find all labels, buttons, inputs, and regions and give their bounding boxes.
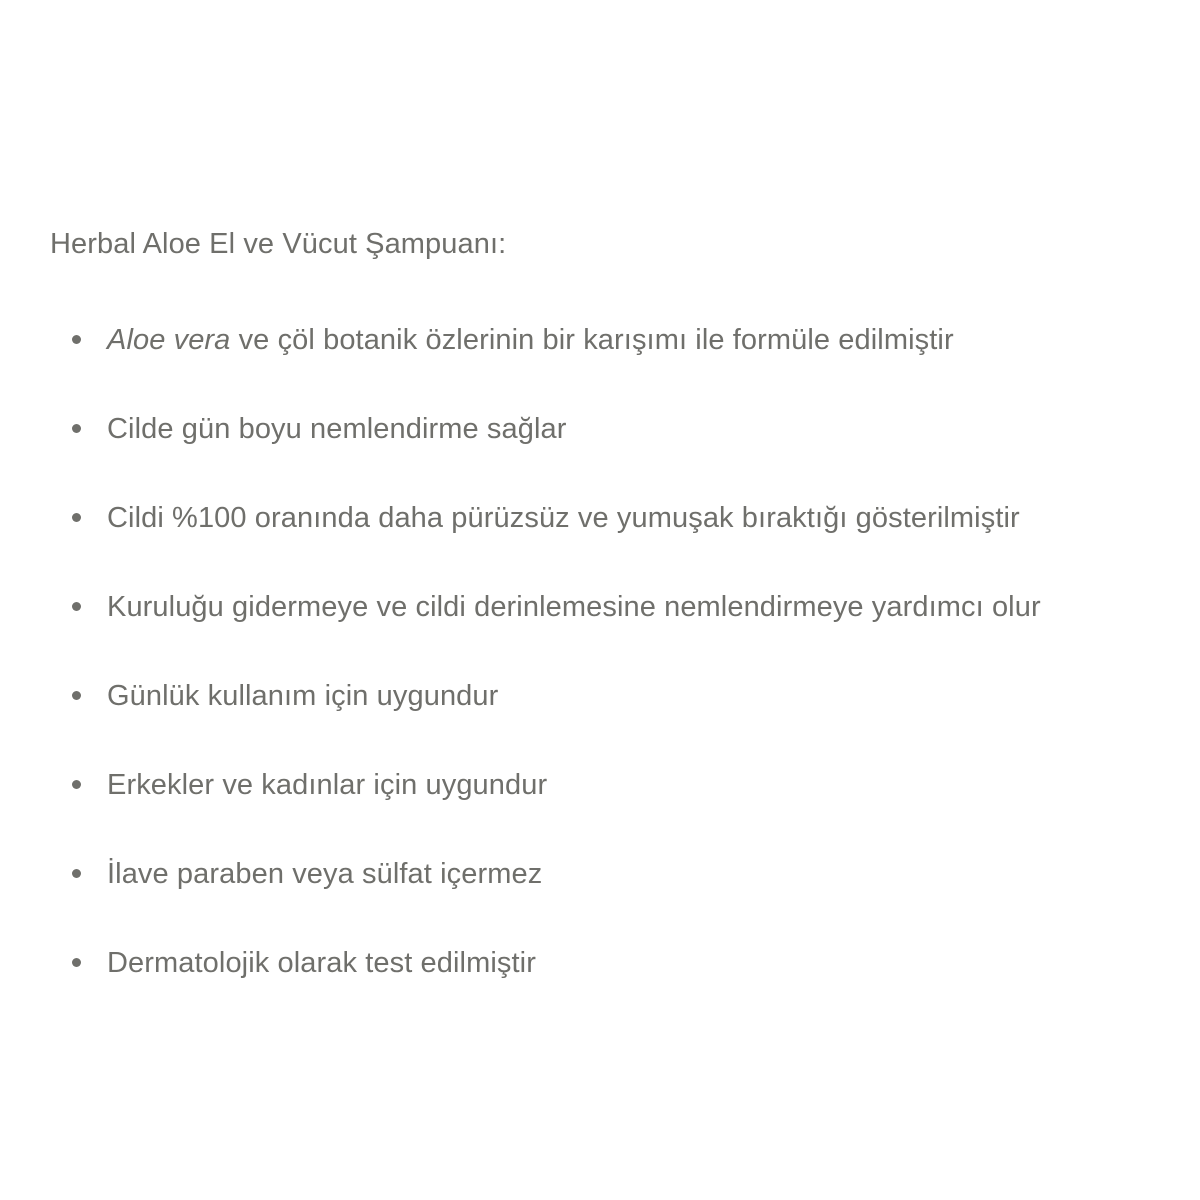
italic-term: Aloe vera [107, 324, 231, 356]
product-description [50, 222, 1160, 979]
list-item [50, 318, 1160, 362]
list-item-text: Cilde gün boyu nemlendirme sağlar [107, 413, 567, 445]
product-heading: Herbal Aloe El ve Vücut Şampuanı: [50, 228, 507, 260]
list-item-text: Cildi %100 oranında daha pürüzsüz ve yumuşak bıraktığı gösterilmiştir [107, 502, 1020, 534]
bullet-dot-icon [72, 335, 81, 344]
list-item [50, 585, 1160, 629]
list-item-text: Erkekler ve kadınlar için uygundur [107, 769, 548, 801]
list-item [50, 941, 1160, 985]
list-item-text: İlave paraben veya sülfat içermez [107, 858, 543, 890]
list-item [50, 407, 1160, 451]
list-item-text: Dermatolojik olarak test edilmiştir [107, 947, 536, 979]
bullet-dot-icon [72, 424, 81, 433]
list-item-text [107, 318, 954, 362]
list-item [50, 852, 1160, 896]
bullet-dot-icon [72, 869, 81, 878]
list-item-text: Günlük kullanım için uygundur [107, 680, 499, 712]
bullet-dot-icon [72, 691, 81, 700]
bullet-dot-icon [72, 780, 81, 789]
bullet-dot-icon [72, 602, 81, 611]
list-item [50, 496, 1160, 540]
bullet-dot-icon [72, 513, 81, 522]
list-item [50, 674, 1160, 718]
bullet-dot-icon [72, 958, 81, 967]
list-item [50, 763, 1160, 807]
list-item-text: Kuruluğu gidermeye ve cildi derinlemesine nemlendirmeye yardımcı olur [107, 591, 1041, 623]
list-item-text-rest: ve çöl botanik özlerinin bir karışımı ile formüle edilmiştir [230, 324, 954, 356]
